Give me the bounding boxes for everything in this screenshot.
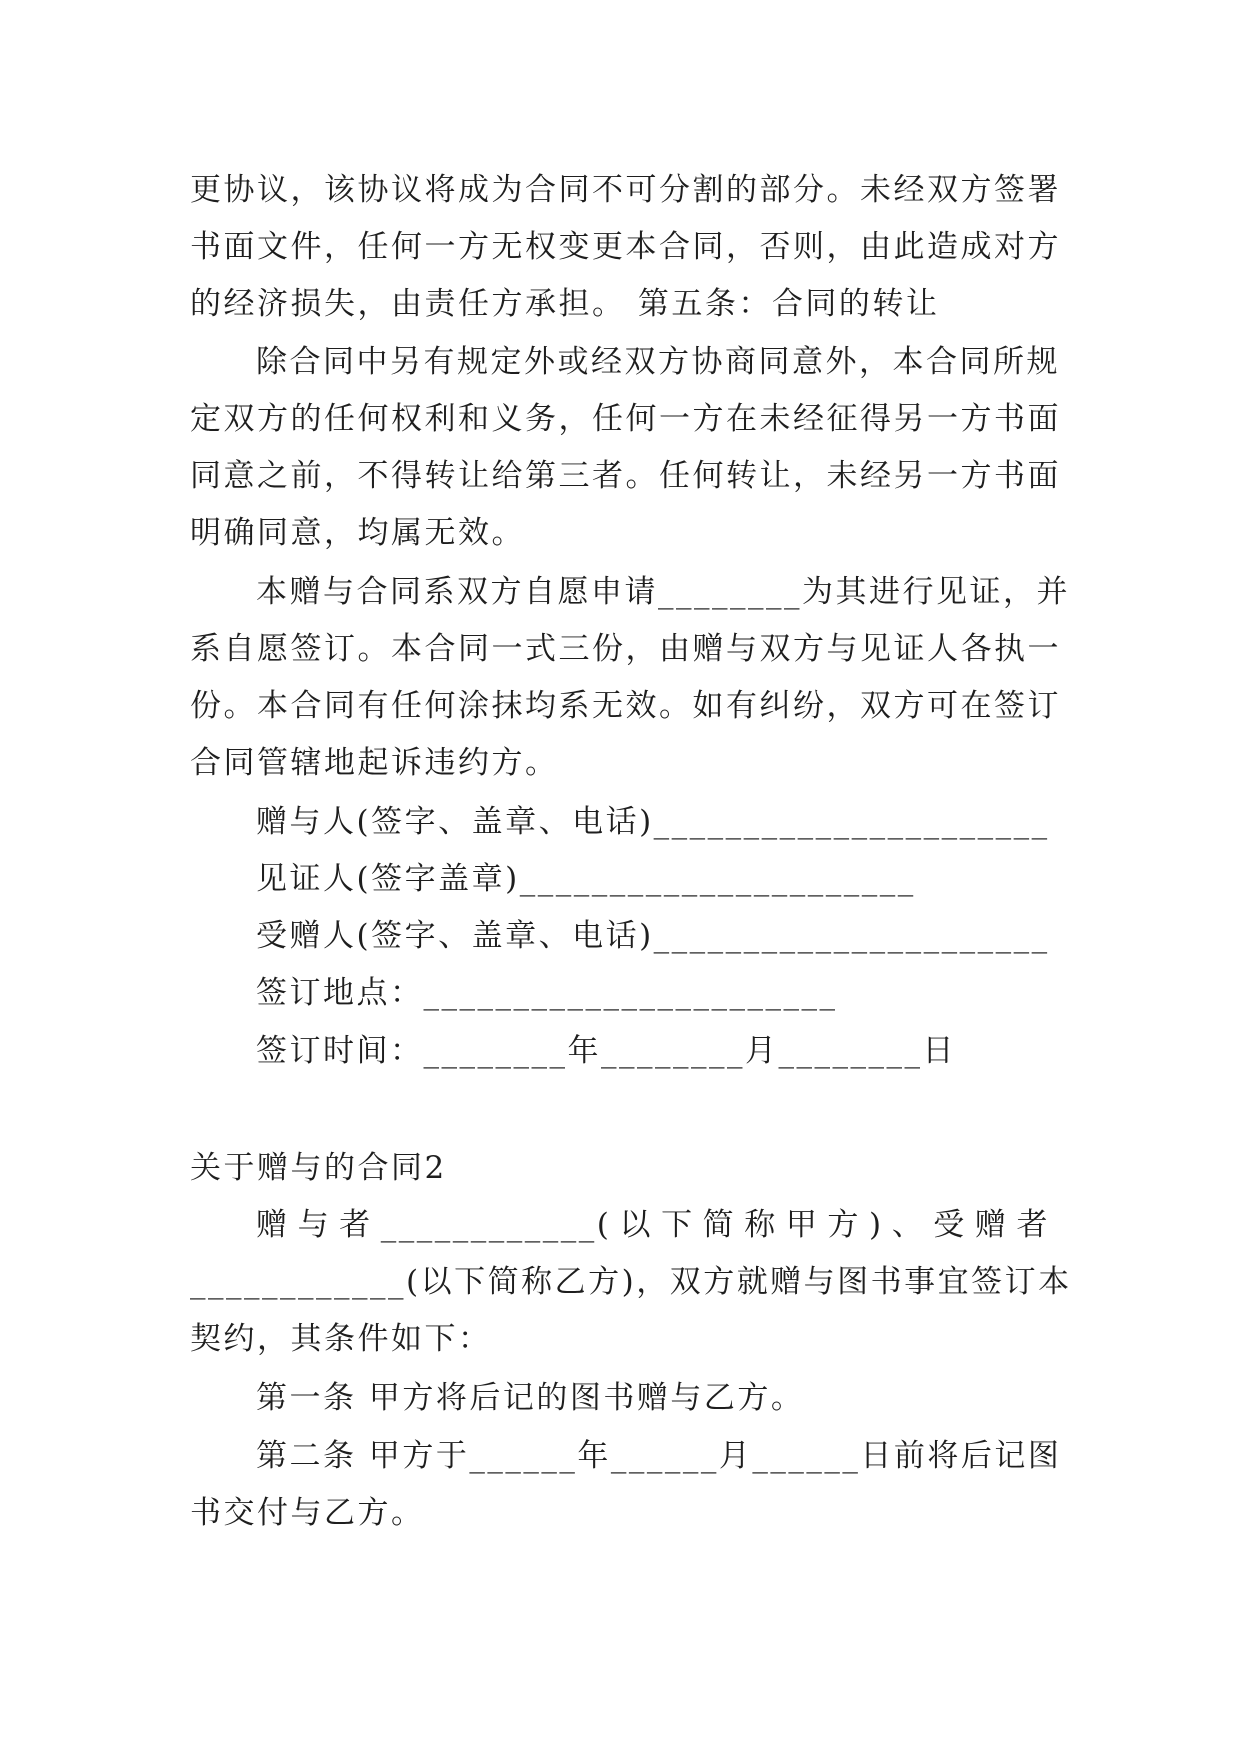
text-line: 份。本合同有任何涂抹均系无效。如有纠纷，双方可在签订 (190, 688, 1061, 724)
signature-line: 见证人(签字盖章)______________________ (256, 861, 916, 897)
signature-line: 赠与人(签字、盖章、电话)______________________ (256, 804, 1050, 840)
text-line: 本赠与合同系双方自愿申请________为其进行见证，并 (256, 574, 1070, 610)
text-line: 除合同中另有规定外或经双方协商同意外，本合同所规 (256, 344, 1060, 380)
text-line: 第一条 甲方将后记的图书赠与乙方。 (256, 1380, 805, 1416)
text-line: 书交付与乙方。 (190, 1495, 425, 1531)
text-line: 的经济损失，由责任方承担。 第五条：合同的转让 (190, 286, 940, 322)
text-line: 同意之前，不得转让给第三者。任何转让，未经另一方书面 (190, 458, 1061, 494)
text-line: 更协议，该协议将成为合同不可分割的部分。未经双方签署 (190, 172, 1061, 208)
text-line: ____________(以下简称乙方)，双方就赠与图书事宜签订本 (190, 1264, 1072, 1300)
signature-line: 签订地点：_______________________ (256, 975, 838, 1011)
text-line: 合同管辖地起诉违约方。 (190, 745, 559, 781)
signature-line: 签订时间：________年________月________日 (256, 1033, 956, 1069)
text-line: 定双方的任何权利和义务，任何一方在未经征得另一方书面 (190, 401, 1061, 437)
text-line: 书面文件，任何一方无权变更本合同，否则，由此造成对方 (190, 229, 1061, 265)
text-line: 明确同意，均属无效。 (190, 515, 525, 551)
text-line: 系自愿签订。本合同一式三份，由赠与双方与见证人各执一 (190, 631, 1061, 667)
signature-line: 受赠人(签字、盖章、电话)______________________ (256, 918, 1050, 954)
text-line: 契约，其条件如下： (190, 1321, 492, 1357)
text-line: 赠与者____________(以下简称甲方)、受赠者 (256, 1207, 1050, 1243)
text-line: 第二条 甲方于______年______月______日前将后记图 (256, 1438, 1062, 1474)
section-heading: 关于赠与的合同2 (190, 1150, 447, 1186)
